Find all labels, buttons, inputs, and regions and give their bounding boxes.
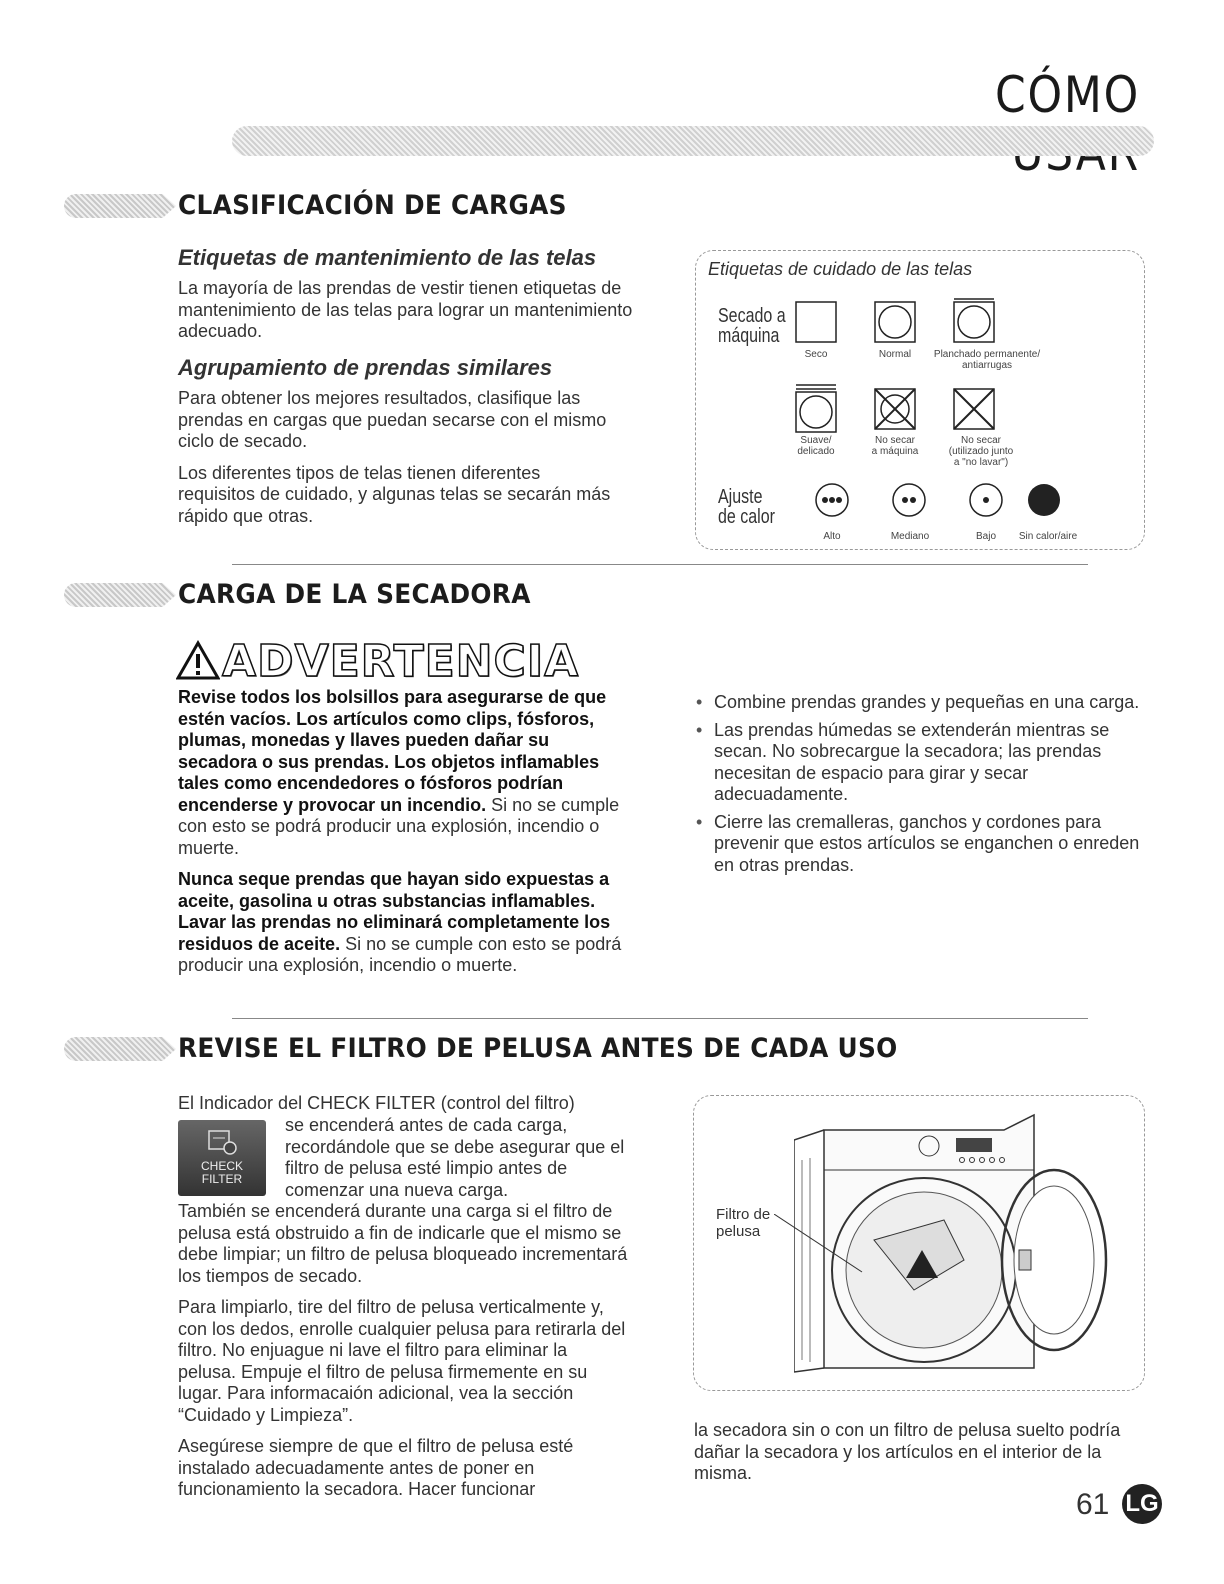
section-heading-clasificacion: CLASIFICACIÓN DE CARGAS [178,190,567,221]
warning-paragraph [178,687,623,859]
heat-low-icon [968,482,1004,518]
symbol-label [936,435,1026,468]
label-line: de calor [718,506,775,528]
filter-text-continued: la secadora sin o con un filtro de pelusa suelto podría dañar la secadora y los artículos en el interior de la misma. [694,1420,1121,1483]
label-line: delicado [797,446,835,457]
warning-paragraph [178,869,623,977]
label-line: a máquina [871,446,919,457]
check-filter-indicator [178,1120,266,1196]
paragraph: Asegúrese siempre de que el filtro de pelusa esté instalado adecuadamente antes de poner en funcionamiento la secadora. Hacer funcionar [178,1436,574,1499]
care-panel-title: Etiquetas de cuidado de las telas [708,259,973,279]
text-block [178,278,658,353]
symbol-label [862,435,928,457]
bullet-item: • Cierre las cremalleras, ganchos y cordones para prevenir que estos artículos se enganchen o enreden en otras prendas. [694,812,1144,877]
no-heat-icon [1026,482,1062,518]
symbol-label: Normal [878,349,912,360]
page-number: 61 [1076,1488,1110,1521]
tumble-dry-icon [795,301,837,343]
diagram-label [716,1206,770,1240]
tumble-dry-normal-icon [874,301,916,343]
care-label-panel [695,250,1145,550]
indicator-line: CHECK [200,1159,243,1173]
label-line: Suave/ [800,435,832,446]
heat-high-icon [814,482,850,518]
warning-bold: Revise todos los bolsillos para asegurarse de que estén vacíos. Los artículos como clips, fósforos, plumas, monedas y llaves pueden dañar su secadora o sus prendas. Los objetos inflamables tales como encendedores o fósforos podrían encenderse y provocar un incendio. [178,687,607,815]
section-heading-carga: CARGA DE LA SECADORA [178,579,531,610]
filter-text-block [178,1201,628,1511]
warning-triangle-icon [176,640,220,680]
symbol-label [932,349,1042,371]
label-line: Ajuste [718,486,763,508]
symbol-label [788,435,844,457]
indicator-line: FILTER [201,1172,243,1186]
section-marker [64,1037,176,1061]
subhead-agrupamiento: Agrupamiento de prendas similares [178,355,553,380]
warning-rest: Si no se cumple con esto se podrá producir una explosión, incendio o muerte. [178,933,622,975]
bullet-list-block [694,692,1144,882]
delicate-dry-icon [795,383,837,433]
label-line: No secar [874,435,915,446]
permanent-press-icon [953,297,995,343]
do-not-dry-icon [953,387,995,431]
symbol-label: Seco [804,349,828,360]
label-line: (utilizado junto [948,446,1014,457]
paragraph: Los diferentes tipos de telas tienen diferentes requisitos de cuidado, y algunas telas se secarán más rápido que otras. [178,462,611,526]
pointer-line [774,1214,864,1274]
do-not-tumble-dry-icon [874,387,916,431]
paragraph: Para obtener los mejores resultados, clasifique las prendas en cargas que puedan secarse con el mismo ciclo de secado. [178,388,607,451]
warning-text-block [178,687,623,987]
filter-indicator-icon [206,1128,238,1156]
label-line: a "no lavar") [953,457,1009,468]
indicator-label [178,1160,266,1186]
page-title: CÓMO [995,66,1140,124]
divider [232,564,1088,565]
lg-logo-icon: LG [1122,1484,1162,1524]
heat-label: Alto [823,531,841,542]
bullet-item: • Las prendas húmedas se extenderán mientras se secan. No sobrecargue la secadora; las prendas necesitan de espacio para girar y secar adecuadamente. [694,720,1144,806]
heat-medium-icon [891,482,927,518]
text-block [178,388,618,537]
section-marker [64,194,176,218]
title-bar [232,126,1154,156]
paragraph: La mayoría de las prendas de vestir tienen etiquetas de mantenimiento de las telas para lograr un mantenimiento adecuado. [178,278,633,341]
bullet-list [694,692,1144,876]
section-heading-filtro: REVISE EL FILTRO DE PELUSA ANTES DE CADA USO [178,1033,898,1064]
heat-label: Mediano [890,531,930,542]
heat-label: Bajo [975,531,996,542]
label-line: Secado a [718,305,786,327]
bullet-item: • Combine prendas grandes y pequeñas en una carga. [694,692,1144,714]
paragraph: También se encenderá durante una carga si el filtro de pelusa está obstruido a fin de indicarle que el mismo se debe limpiar; un filtro de pelusa bloqueado incrementará los tiempos de secado. [178,1201,628,1286]
dryer-diagram-panel [693,1095,1145,1391]
paragraph: Para limpiarlo, tire del filtro de pelusa verticalmente y, con los dedos, enrolle cualquier pelusa para retirarla del filtro. No enjuague ni lave el filtro para eliminar la pelusa. Empuje el filtro de pelusa firmemente en su lugar. Para informacaión adicional, vea la sección “Cuidado y Limpieza”. [178,1297,626,1425]
filter-intro: El Indicador del CHECK FILTER (control del filtro) [178,1093,575,1113]
heat-label: Sin calor/aire [1018,531,1078,542]
subhead-etiquetas: Etiquetas de mantenimiento de las telas [178,245,597,270]
label-line: antiarrugas [961,360,1013,371]
warning-title: ADVERTENCIA [222,636,580,687]
row-label-secado [718,306,786,346]
label-line: No secar [960,435,1001,446]
warning-rest: Si no se cumple con esto se podrá producir una explosión, incendio o muerte. [178,794,620,858]
label-line: pelusa [716,1223,761,1240]
row-label-ajuste [718,487,775,527]
section-marker [64,583,176,607]
label-line: Filtro de [716,1206,771,1223]
divider [232,1018,1088,1019]
filter-text-wrap: se encenderá antes de cada carga, recordándole que se debe asegurar que el filtro de pelusa esté limpio antes de comenzar una nueva carga. [285,1115,625,1200]
label-line: Planchado permanente/ [933,349,1041,360]
warning-bold: Nunca seque prendas que hayan sido expuestas a aceite, gasolina u otras substancias inflamables. Lavar las prendas no eliminará completamente los residuos de aceite. [178,869,611,954]
label-line: máquina [718,325,780,347]
